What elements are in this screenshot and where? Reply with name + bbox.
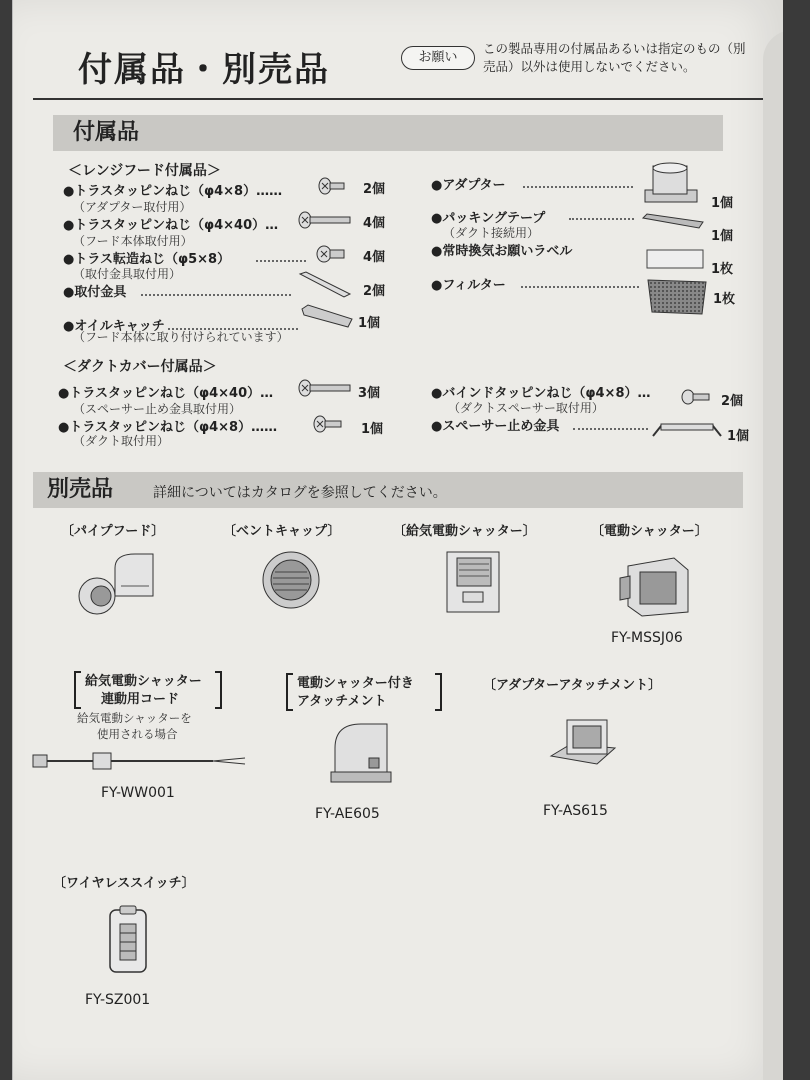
leader-dots	[141, 294, 291, 296]
acc-item-qty: 2個	[363, 182, 386, 197]
acc-item-qty: 1個	[711, 196, 734, 211]
acc-item-qty: 1枚	[713, 292, 736, 307]
acc-item-qty: 4個	[363, 250, 386, 265]
opt-model: FY-MSSJ06	[611, 630, 683, 646]
next-page-edge	[763, 30, 783, 1080]
leader-dots	[521, 286, 639, 288]
acc-item-name: ●取付金具	[63, 285, 127, 300]
bracket-left	[71, 670, 83, 714]
acc-item-qty: 2個	[363, 284, 386, 299]
opt-model: FY-WW001	[101, 785, 175, 801]
notice-text: この製品専用の付属品あるいは指定のもの（別売品）以外は使用しないでください。	[483, 41, 746, 74]
group-duct-cover: ＜ダクトカバー付属品＞	[63, 359, 217, 375]
packing-tape-icon	[641, 212, 706, 238]
leader-dots	[569, 218, 634, 220]
opt-label: 〔パイプフード〕	[61, 524, 165, 539]
acc-item-name: ●バインドタッピンねじ（φ4×8）…	[431, 386, 651, 401]
vent-cap-icon	[261, 546, 321, 622]
leader-dots	[168, 328, 298, 330]
acc-item-sub: （ダクト取付用）	[73, 434, 170, 448]
acc-item-sub: （アダプター取付用）	[73, 200, 192, 214]
acc-item-name: ●オイルキャッチ	[63, 319, 165, 334]
acc-item-qty: 4個	[363, 216, 386, 231]
opt-label: 〔ベントキャップ〕	[223, 524, 341, 539]
acc-item-name: ●アダプター	[431, 178, 506, 193]
label-sticker-icon	[645, 248, 707, 276]
acc-item-name: ●スペーサー止め金具	[431, 419, 560, 434]
section-heading-accessories: 付属品	[73, 120, 140, 145]
opt-model: FY-AS615	[543, 803, 608, 819]
screw-short-icon	[313, 414, 345, 438]
acc-item-qty: 2個	[721, 394, 744, 409]
manual-page	[12, 0, 783, 1080]
opt-model: FY-AE605	[315, 806, 380, 822]
screw-short-icon	[318, 176, 348, 200]
acc-item-qty: 3個	[358, 386, 381, 401]
shutter-attachment-icon	[325, 718, 395, 790]
acc-item-qty: 1個	[711, 229, 734, 244]
bracket-right	[213, 670, 225, 714]
bracket-left	[283, 672, 295, 716]
screw-long-icon	[298, 210, 358, 234]
acc-item-qty: 1個	[727, 429, 750, 444]
acc-item-sub: （フード本体取付用）	[73, 234, 193, 248]
leader-dots	[573, 428, 648, 430]
title-rule	[33, 98, 763, 100]
pipe-hood-icon	[75, 548, 165, 622]
bracket-right	[433, 672, 445, 716]
section-band-accessories	[53, 115, 723, 151]
acc-item-name: ●フィルター	[431, 278, 506, 293]
screw-roll-icon	[316, 244, 356, 268]
page-title: 付属品・別売品	[78, 50, 330, 90]
notice-badge: お願い	[401, 46, 475, 70]
acc-item-qty: 1個	[361, 422, 384, 437]
opt-label-line2: 連動用コード	[101, 692, 180, 707]
acc-item-sub: （フード本体に取り付けられています）	[73, 330, 289, 344]
acc-item-name: ●トラス転造ねじ（φ5×8）	[63, 252, 231, 267]
adapter-icon	[641, 160, 701, 212]
opt-label-line1: 電動シャッター付き	[297, 676, 414, 691]
section-heading-optional: 別売品	[47, 477, 114, 502]
acc-item-sub: （ダクト接続用）	[443, 226, 540, 240]
acc-item-name: ●パッキングテープ	[431, 211, 546, 226]
optional-note: 詳細についてはカタログを参照してください。	[153, 485, 447, 501]
spacer-bracket-icon	[651, 418, 723, 446]
opt-note-line2: 使用される場合	[97, 727, 178, 741]
wireless-switch-icon	[108, 904, 150, 980]
acc-item-name: ●トラスタッピンねじ（φ4×40）…	[58, 386, 274, 401]
acc-item-sub: （取付金具取付用）	[73, 267, 182, 281]
leader-dots	[256, 260, 306, 262]
acc-item-sub: （ダクトスペーサー取付用）	[448, 401, 604, 415]
group-range-hood: ＜レンジフード付属品＞	[68, 163, 221, 179]
opt-note-line1: 給気電動シャッターを	[77, 711, 192, 725]
cord-icon	[33, 745, 248, 779]
bracket-icon	[298, 270, 353, 304]
acc-item-sub: （スペーサー止め金具取付用）	[73, 402, 242, 416]
opt-label: 〔ワイヤレススイッチ〕	[53, 876, 195, 891]
electric-shutter-icon	[618, 548, 698, 624]
adapter-attachment-icon	[547, 712, 619, 780]
filter-icon	[646, 278, 708, 322]
opt-label-line1: 給気電動シャッター	[85, 674, 202, 689]
opt-label: 〔電動シャッター〕	[591, 524, 708, 539]
acc-item-qty: 1枚	[711, 262, 734, 277]
acc-item-name: ●トラスタッピンねじ（φ4×8）……	[58, 420, 278, 435]
opt-label: 〔アダプターアタッチメント〕	[483, 678, 662, 693]
opt-label: 〔給気電動シャッター〕	[393, 524, 536, 539]
bind-screw-icon	[681, 388, 713, 410]
screw-long-icon	[298, 378, 358, 402]
opt-model: FY-SZ001	[85, 992, 151, 1008]
acc-item-name: ●常時換気お願いラベル	[431, 244, 573, 259]
oil-catch-icon	[300, 303, 355, 337]
opt-label-line2: アタッチメント	[297, 694, 387, 709]
acc-item-qty: 1個	[358, 316, 381, 331]
acc-item-name: ●トラスタッピンねじ（φ4×8）……	[63, 184, 283, 199]
leader-dots	[523, 186, 633, 188]
acc-item-name: ●トラスタッピンねじ（φ4×40）…	[63, 218, 279, 233]
supply-shutter-icon	[443, 548, 505, 622]
